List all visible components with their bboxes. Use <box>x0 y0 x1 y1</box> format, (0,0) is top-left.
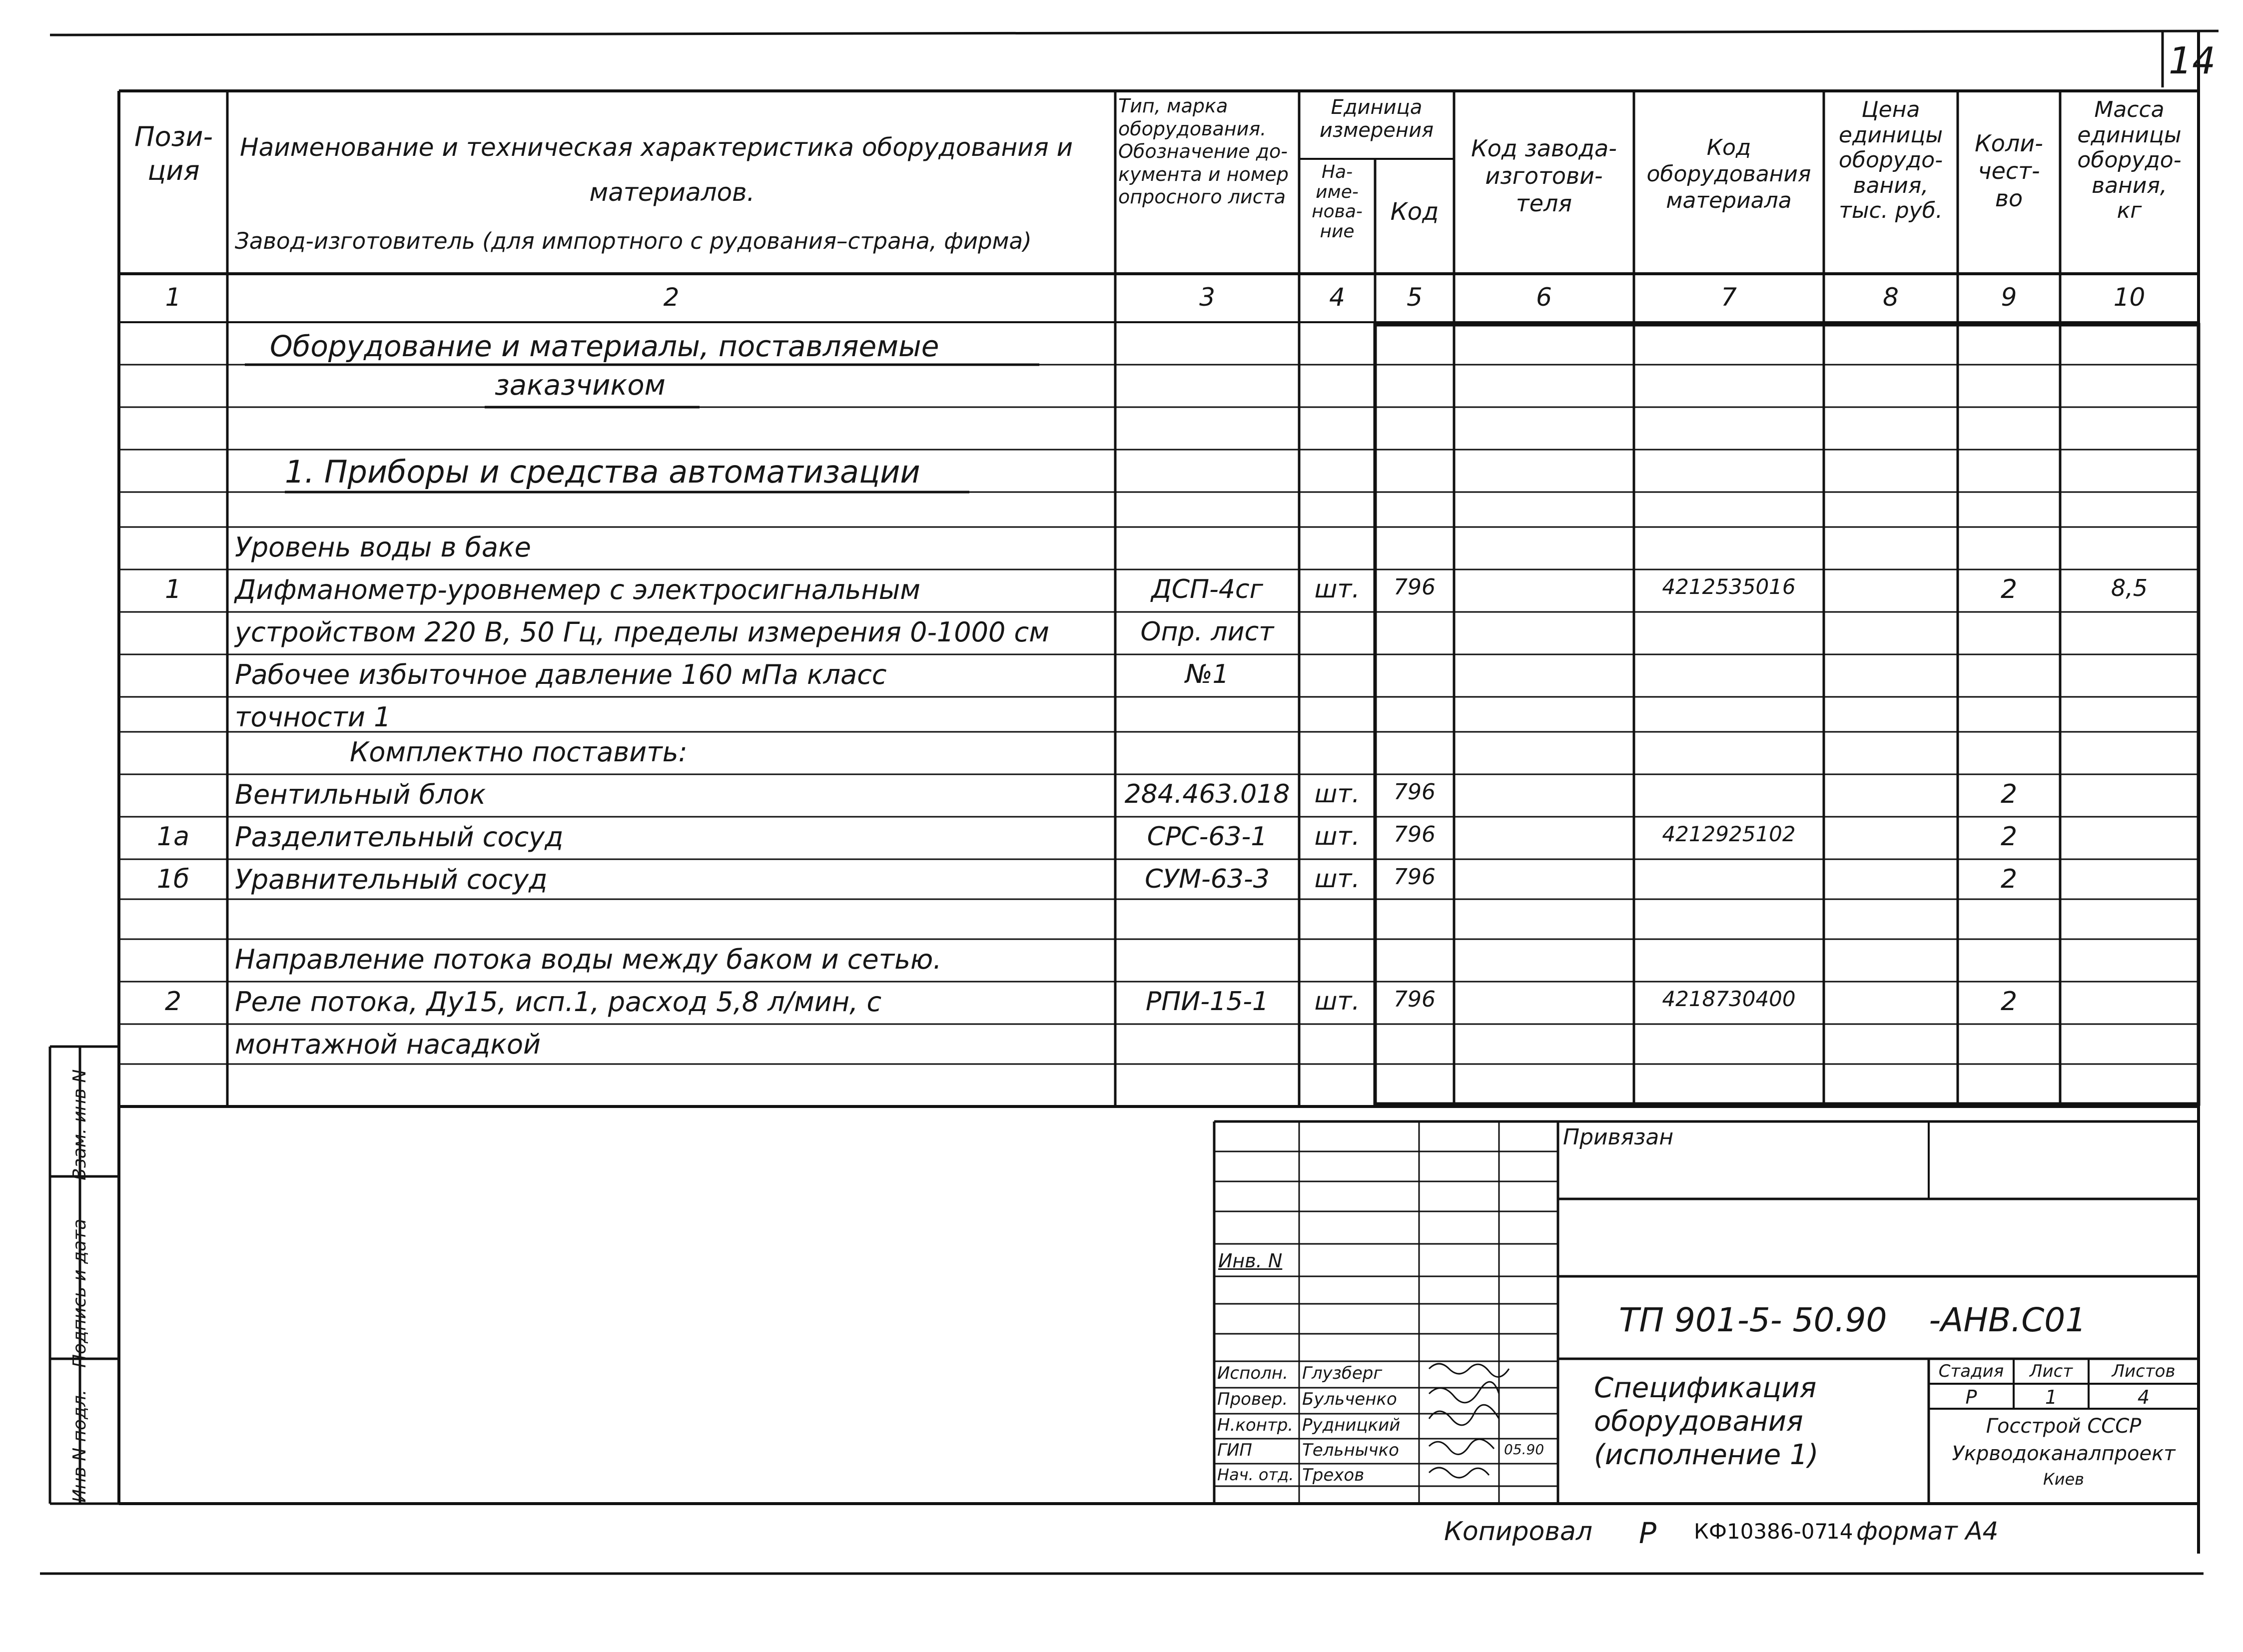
sheet-number: 14 <box>2169 39 2216 82</box>
sign-date: 05.90 <box>1504 1441 1544 1458</box>
name-nach-otd: Трехов <box>1302 1465 1365 1485</box>
cell-name: Уровень воды в баке <box>235 532 531 563</box>
header-name-line3: Завод-изготовитель (для импортного с рудования–страна, фирма) <box>235 228 1032 254</box>
cell-code: 796 <box>1394 574 1436 600</box>
header-quantity: Коли- чест- во <box>1975 130 2043 212</box>
cell-type: СРС-63-1 <box>1147 822 1268 852</box>
column-number: 7 <box>1721 283 1737 312</box>
cell-pos: 1а <box>157 822 189 852</box>
header-unit-code: Код <box>1390 198 1439 226</box>
column-number: 9 <box>2001 283 2017 312</box>
header-unit-name: На- име- нова- ние <box>1312 162 1363 242</box>
cell-pos: 2 <box>164 987 182 1017</box>
cell-mat-code: 4212535016 <box>1662 574 1796 599</box>
cell-type: 284.463.018 <box>1124 779 1290 809</box>
copied-label: Копировал <box>1444 1517 1593 1547</box>
cell-qty: 2 <box>2000 864 2018 894</box>
role-gip: ГИП <box>1217 1440 1252 1460</box>
cell-type: СУМ-63-3 <box>1145 864 1270 894</box>
sheets-label: Листов <box>2112 1361 2176 1381</box>
cell-unit: шт. <box>1314 574 1360 603</box>
inv-no-label: Инв. N <box>1218 1250 1283 1272</box>
cell-name: устройством 220 В, 50 Гц, пределы измерения 0-1000 см <box>235 616 1049 648</box>
role-nkontr: Н.контр. <box>1217 1415 1294 1435</box>
margin-vzam-inv: Взам. инв N <box>69 1069 90 1180</box>
name-prover: Бульченко <box>1302 1389 1397 1409</box>
column-number: 8 <box>1883 283 1899 312</box>
cell-name: точности 1 <box>235 701 391 733</box>
cell-mass: 8,5 <box>2111 574 2148 601</box>
margin-podpis-data: Подпись и дата <box>69 1218 90 1368</box>
header-factory-code: Код завода- изготови- теля <box>1471 135 1617 217</box>
sheets-value: 4 <box>2137 1386 2150 1408</box>
cell-name: Комплектно поставить: <box>350 736 688 768</box>
cell-type: РПИ-15-1 <box>1145 987 1269 1017</box>
cell-qty: 2 <box>2000 987 2018 1017</box>
cell-name: монтажной насадкой <box>235 1029 541 1060</box>
stage-value: Р <box>1965 1386 1977 1408</box>
header-material-code: Код оборудования материала <box>1646 135 1811 213</box>
cell-name: заказчиком <box>495 369 666 402</box>
cell-type: №1 <box>1185 659 1229 689</box>
cell-code: 796 <box>1394 864 1436 890</box>
cell-qty: 2 <box>2000 574 2018 604</box>
cell-mat-code: 4212925102 <box>1662 822 1796 846</box>
cell-qty: 2 <box>2000 822 2018 852</box>
copied-initial: Р <box>1639 1516 1656 1550</box>
header-name-line2: материалов. <box>589 178 755 207</box>
cell-mat-code: 4218730400 <box>1662 987 1796 1011</box>
column-number: 4 <box>1329 283 1345 312</box>
column-number: 6 <box>1536 283 1552 312</box>
cell-name: Дифманометр-уровнемер с электросигнальным <box>235 574 921 605</box>
cell-code: 796 <box>1394 822 1436 847</box>
name-nkontr: Рудницкий <box>1302 1415 1401 1435</box>
cell-pos: 1 <box>164 574 182 604</box>
document-title: Спецификация оборудования (исполнение 1) <box>1594 1372 1819 1472</box>
header-mass: Масса единицы оборудо- вания, кг <box>2077 97 2182 224</box>
sheet-label: Лист <box>2029 1361 2073 1381</box>
cell-name: Рабочее избыточное давление 160 мПа класс <box>235 659 887 690</box>
column-number: 5 <box>1407 283 1423 312</box>
cell-code: 796 <box>1394 779 1436 805</box>
document-code: ТП 901-5- 50.90 -АНВ.С01 <box>1619 1301 2087 1339</box>
cell-type: ДСП-4сг <box>1151 574 1263 604</box>
org-city: Киев <box>2043 1470 2085 1489</box>
cell-unit: шт. <box>1314 864 1360 893</box>
role-nach-otd: Нач. отд. <box>1217 1465 1294 1484</box>
stage-label: Стадия <box>1938 1361 2004 1381</box>
name-ispoln: Глузберг <box>1302 1363 1383 1383</box>
cell-unit: шт. <box>1314 779 1360 808</box>
role-prover: Провер. <box>1217 1389 1288 1409</box>
org-gosstroy: Госстрой СССР <box>1986 1415 2142 1438</box>
role-ispoln: Исполн. <box>1217 1363 1288 1383</box>
cell-name: Вентильный блок <box>235 779 486 810</box>
header-name-line1: Наименование и техническая характеристика оборудования и <box>240 133 1073 162</box>
header-position: Пози- ция <box>134 121 213 186</box>
cell-qty: 2 <box>2000 779 2018 809</box>
column-number: 10 <box>2113 283 2146 312</box>
format-label: формат А4 <box>1856 1517 1999 1546</box>
margin-inv-podl: Инв N подл. <box>69 1389 90 1503</box>
header-type: Тип, марка оборудования. Обозначение до- кумента и номер опросного листа <box>1118 95 1289 208</box>
column-number: 1 <box>165 283 181 312</box>
sheet-value: 1 <box>2045 1386 2058 1408</box>
org-ukrvodokanal: Укрводоканалпроект <box>1952 1442 2176 1465</box>
cell-name: Оборудование и материалы, поставляемые <box>270 329 939 363</box>
cell-code: 796 <box>1394 987 1436 1012</box>
cell-unit: шт. <box>1314 987 1360 1016</box>
header-unit-group: Единица измерения <box>1319 96 1434 142</box>
cell-name: Направление потока воды между баком и сетью. <box>235 944 942 975</box>
cell-name: Реле потока, Ду15, исп.1, расход 5,8 л/мин, с <box>235 986 882 1018</box>
cell-name: Разделительный сосуд <box>235 821 564 853</box>
column-number: 2 <box>663 283 680 312</box>
column-number: 3 <box>1199 283 1215 312</box>
cell-pos: 1б <box>156 864 190 894</box>
cell-unit: шт. <box>1314 822 1360 851</box>
header-price: Цена единицы оборудо- вания, тыс. руб. <box>1838 97 1943 224</box>
copy-stamp: КФ10386-07 <box>1694 1519 1828 1544</box>
cell-name: Уравнительный сосуд <box>235 864 548 895</box>
cell-name: 1. Приборы и средства автоматизации <box>285 454 920 490</box>
privyazan-label: Привязан <box>1563 1124 1674 1150</box>
footer-sheet-no: 14 <box>1826 1519 1853 1544</box>
name-gip: Тельнычко <box>1302 1440 1399 1460</box>
cell-type: Опр. лист <box>1140 617 1274 647</box>
